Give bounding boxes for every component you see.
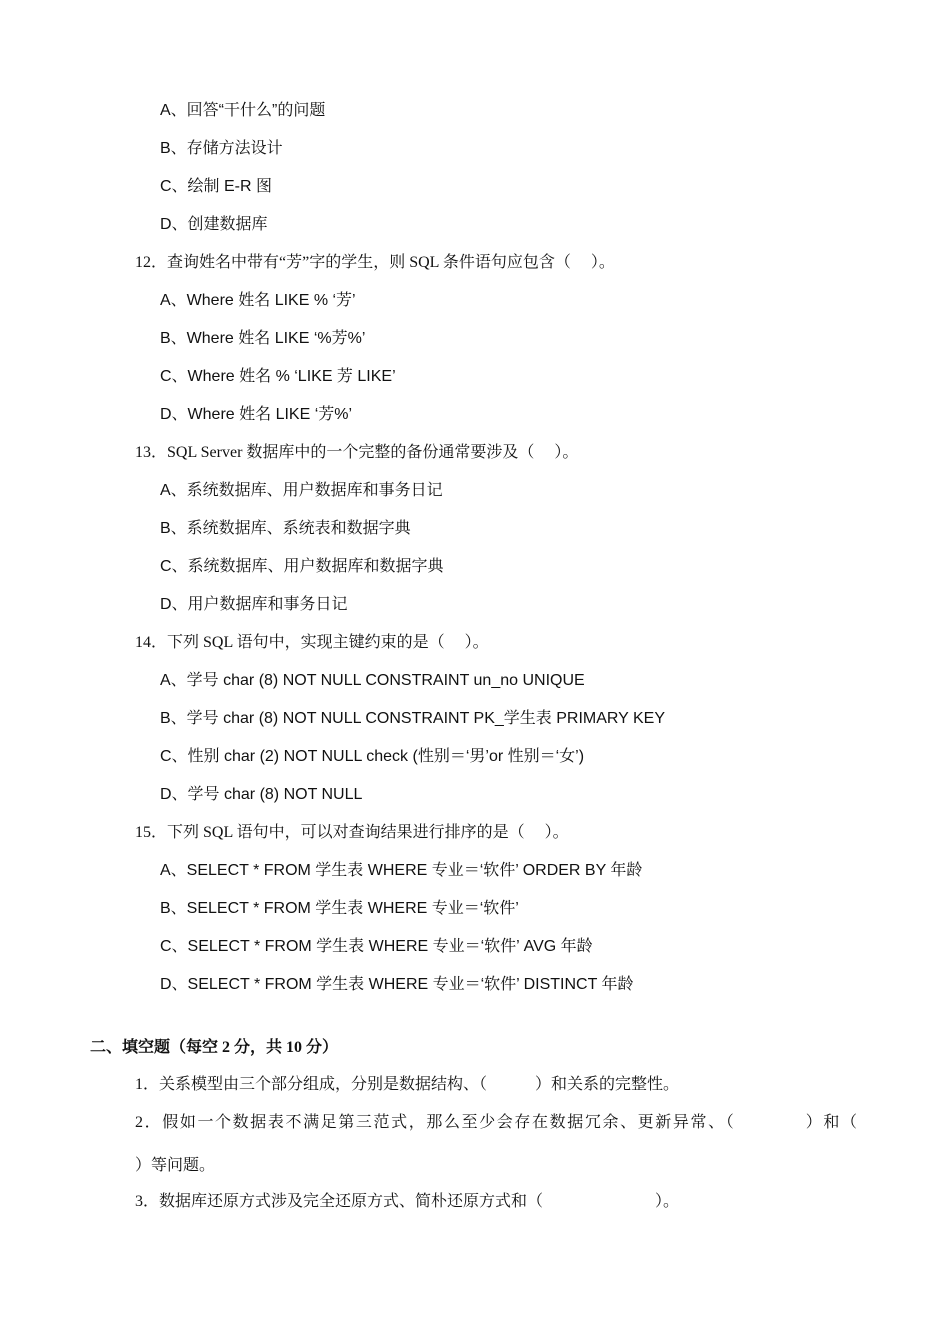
- q12-option-b: B、Where 姓名 LIKE ‘%芳%’: [160, 330, 366, 347]
- q11-option-c: C、绘制 E-R 图: [160, 178, 273, 195]
- q11-option-b: B、存储方法设计: [160, 140, 283, 157]
- q11-option-d: D、创建数据库: [160, 216, 268, 233]
- q13-option-d: D、用户数据库和事务日记: [160, 596, 348, 613]
- q14-option-a: A、学号 char (8) NOT NULL CONSTRAINT un_no UNIQUE: [160, 672, 585, 689]
- q14-option-b: B、学号 char (8) NOT NULL CONSTRAINT PK_学生表 PRIMARY KEY: [160, 710, 666, 727]
- q15-option-c: C、SELECT * FROM 学生表 WHERE 专业＝‘软件’ AVG 年龄: [160, 938, 593, 955]
- q12-option-c: C、Where 姓名 % ‘LIKE 芳 LIKE’: [160, 368, 396, 385]
- q13-option-a: A、系统数据库、用户数据库和事务日记: [160, 482, 443, 499]
- section-heading: 二、填空题（每空 2 分，共 10 分）: [90, 1039, 339, 1056]
- fill-blank-item-1: 1．关系模型由三个部分组成，分别是数据结构、（ ）和关系的完整性。: [135, 1076, 680, 1093]
- q11-option-a: A、回答“干什么”的问题: [160, 102, 326, 119]
- q14-option-d: D、学号 char (8) NOT NULL: [160, 786, 363, 803]
- fill-blank-item-2: 2．假如一个数据表不满足第三范式，那么至少会存在数据冗余、更新异常、（ ）和（: [135, 1114, 857, 1131]
- q15-option-b: B、SELECT * FROM 学生表 WHERE 专业＝‘软件’: [160, 900, 519, 917]
- q12-option-a: A、Where 姓名 LIKE % ‘芳’: [160, 292, 356, 309]
- q15-option-a: A、SELECT * FROM 学生表 WHERE 专业＝‘软件’ ORDER BY 年龄: [160, 862, 643, 879]
- q13-option-c: C、系统数据库、用户数据库和数据字典: [160, 558, 444, 575]
- q15-stem: 15．下列 SQL 语句中，可以对查询结果进行排序的是（ ）。: [135, 824, 569, 841]
- q12-stem: 12．查询姓名中带有“芳”字的学生，则 SQL 条件语句应包含（ ）。: [135, 254, 615, 271]
- q13-option-b: B、系统数据库、系统表和数据字典: [160, 520, 411, 537]
- q12-option-d: D、Where 姓名 LIKE ‘芳%’: [160, 406, 353, 423]
- q13-stem: 13．SQL Server 数据库中的一个完整的备份通常要涉及（ ）。: [135, 444, 579, 461]
- q14-stem: 14．下列 SQL 语句中，实现主键约束的是（ ）。: [135, 634, 489, 651]
- q14-option-c: C、性别 char (2) NOT NULL check (性别＝‘男’or 性别＝‘女’): [160, 748, 585, 765]
- fill-blank-item-3: 3．数据库还原方式涉及完全还原方式、简朴还原方式和（ ）。: [135, 1193, 680, 1210]
- q15-option-d: D、SELECT * FROM 学生表 WHERE 专业＝‘软件’ DISTINCT 年龄: [160, 976, 634, 993]
- fill-blank-item-2-continued: ）等问题。: [135, 1157, 216, 1174]
